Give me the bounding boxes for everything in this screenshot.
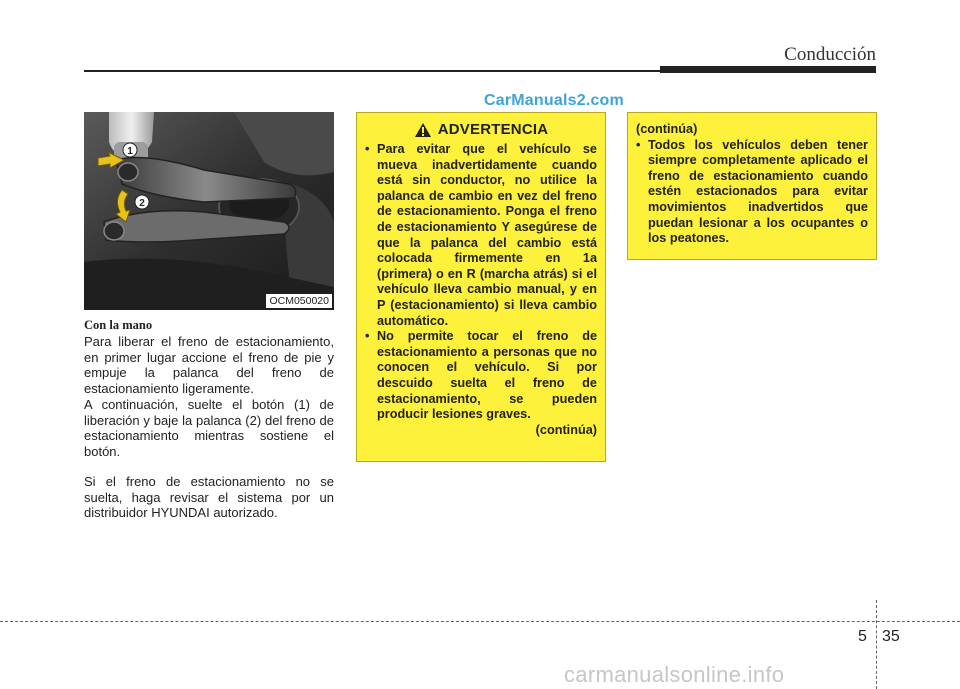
warning-continues: (continúa)	[535, 422, 597, 437]
paragraph-button: A continuación, suelte el botón (1) de liberación y baje la palanca (2) del freno de estacionamiento mientras sostiene el botón.	[84, 397, 334, 459]
warning-triangle-icon	[414, 122, 432, 138]
warning-title: ADVERTENCIA	[437, 121, 549, 139]
callout-1: 1	[127, 146, 133, 157]
watermark-top: CarManuals2.com	[484, 92, 624, 109]
warning-bullet	[636, 138, 868, 247]
paragraph-release: Para liberar el freno de estacionamiento, en primer lugar accione el freno de pie y empuje la palanca del freno de estacionamiento ligeramente.	[84, 334, 334, 396]
warning-bullet-text: Todos los vehículos deben tener siempre completamente aplicado el freno de estacionamiento cuando estén estacionados para evitar movimientos inadvertidos que puedan lesionar a los ocupantes o los peatones.	[648, 137, 868, 246]
section-title: Conducción	[784, 44, 876, 65]
warning-header	[365, 122, 597, 138]
warning-bullet	[365, 329, 597, 423]
parking-brake-illustration	[84, 112, 334, 310]
header-rule-thick	[660, 66, 876, 73]
page-number: 35	[882, 628, 900, 645]
warning-bullet-text: Para evitar que el vehículo se mueva inadvertidamente cuando está sin conductor, no utilice la palanca de cambio en vez del freno de estacionamiento. Ponga el freno de estacionamiento Y asegúrese de que la palanca del cambio está colocada firmemente en 1a (primera) o en R (marcha atrás) si el vehículo lleva cambio manual, y en P (estacionamiento) si lleva cambio automático.	[377, 142, 597, 328]
header-rule	[84, 70, 660, 72]
continued-heading: (continúa)	[636, 122, 698, 136]
bullet-dot-icon: •	[365, 329, 370, 344]
callout-2: 2	[139, 198, 145, 209]
chapter-number: 5	[858, 628, 867, 645]
paragraph-dealer: Si el freno de estacionamiento no se suelta, haga revisar el sistema por un distribuidor HYUNDAI autorizado.	[84, 474, 334, 521]
subheading: Con la mano	[84, 318, 153, 332]
warning-continued-box	[627, 112, 877, 260]
watermark-bottom: carmanualsonline.info	[564, 662, 785, 687]
figure-code: OCM050020	[266, 294, 332, 308]
warning-bullet	[365, 142, 597, 329]
parking-brake-photo	[84, 112, 334, 310]
bullet-dot-icon: •	[365, 142, 370, 156]
warning-bullet-text: No permite tocar el freno de estacionamiento a personas que no conocen el vehículo. Si por descuido suelta el freno de estacionamiento, se pueden producir lesiones graves.	[377, 329, 597, 422]
warning-box	[356, 112, 606, 462]
bullet-dot-icon: •	[636, 137, 641, 152]
page-divider	[876, 600, 877, 689]
footer-rule	[0, 621, 960, 622]
